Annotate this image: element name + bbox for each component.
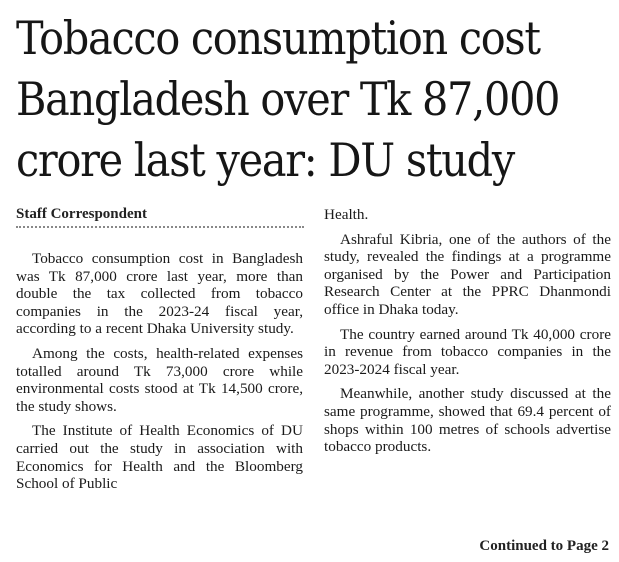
paragraph: The country earned around Tk 40,000 crore in revenue from tobacco companies in the 2023-2024 fiscal year. [324, 325, 611, 378]
byline-divider [16, 226, 304, 228]
paragraph: Tobacco consumption cost in Bangladesh was Tk 87,000 crore last year, more than double the tax collected from tobacco companies in the 2023-24 fiscal year, according to a recent Dhaka University study. [16, 250, 303, 338]
headline-line-2: Bangladesh over Tk 87,000 [16, 72, 560, 126]
left-column [16, 250, 303, 500]
headline-line-3: crore last year: DU study [16, 133, 514, 187]
paragraph-continuation: Health. [324, 206, 369, 223]
headline-line-1: Tobacco consumption cost [16, 11, 540, 65]
paragraph: The Institute of Health Economics of DU carried out the study in association with Economics for Health and the Bloomberg School of Public [16, 422, 303, 493]
paragraph: Ashraful Kibria, one of the authors of the study, revealed the findings at a programme organised by the Power and Participation Research Center at the PPRC Dhanmondi office in Dhaka today. [324, 230, 611, 318]
right-column [324, 206, 611, 463]
headline [16, 8, 560, 191]
continued-link[interactable]: Continued to Page 2 [479, 538, 609, 554]
paragraph: Among the costs, health-related expenses totalled around Tk 73,000 crore while environmental costs stood at Tk 14,500 crore, the study shows. [16, 344, 303, 415]
byline: Staff Correspondent [16, 206, 147, 222]
paragraph: Meanwhile, another study discussed at the same programme, showed that 69.4 percent of shops within 100 metres of schools advertise tobacco products. [324, 385, 611, 456]
